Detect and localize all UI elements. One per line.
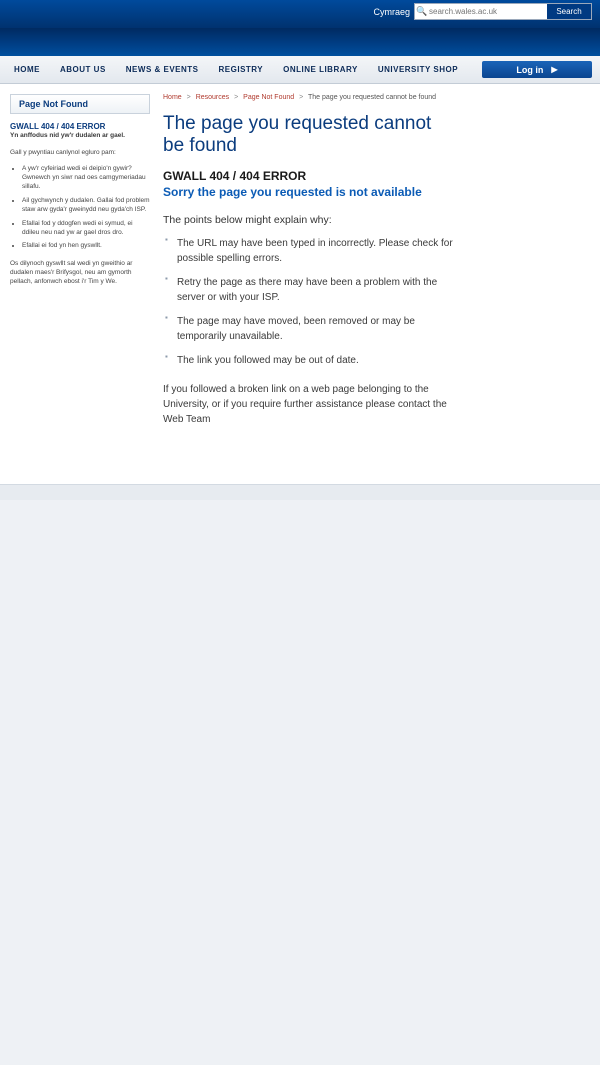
- breadcrumb-current: The page you requested cannot be found: [308, 94, 437, 101]
- main-navigation: [0, 56, 600, 84]
- reasons-lead: The points below might explain why:: [163, 214, 332, 227]
- language-toggle-link[interactable]: Cymraeg: [373, 7, 410, 17]
- sidebar-welsh-footer: Os dilynoch gyswllt sal wedi yn gweithio ar dudalen maes'r Brifysgol, neu am gymorth pellach, anfonwch ebost i'r Tim y We.: [10, 259, 133, 286]
- list-item: ▪ Retry the page as there may have been a problem with the server or with your ISP.: [177, 275, 467, 305]
- breadcrumb-item-page-not-found[interactable]: Page Not Found: [243, 94, 295, 101]
- search-icon: 🔍: [416, 6, 428, 16]
- list-item: ▪ The URL may have been typed in incorrectly. Please check for possible spelling errors.: [177, 236, 467, 266]
- breadcrumb-separator: >: [186, 94, 191, 101]
- breadcrumb: [163, 94, 586, 101]
- sidebar-welsh-intro: Gall y pwyntiau canlynol egluro pam:: [10, 149, 116, 157]
- list-item: ▪ The link you followed may be out of date.: [177, 353, 467, 368]
- search-input[interactable]: [429, 5, 547, 19]
- site-banner: [0, 28, 600, 56]
- nav-item-university-shop[interactable]: UNIVERSITY SHOP: [377, 65, 459, 74]
- nav-item-home[interactable]: HOME: [14, 65, 40, 74]
- error-subtitle: Sorry the page you requested is not available: [163, 184, 422, 199]
- sidebar-heading: Page Not Found: [10, 94, 150, 114]
- nav-item-registry[interactable]: REGISTRY: [218, 65, 264, 74]
- sidebar: [10, 94, 150, 286]
- search-button[interactable]: Search: [547, 4, 591, 19]
- nav-item-news-events[interactable]: NEWS & EVENTS: [125, 65, 199, 74]
- list-item: ▪ The page may have moved, been removed or may be temporarily unavailable.: [177, 314, 467, 344]
- error-code: GWALL 404 / 404 ERROR: [163, 168, 307, 183]
- page-background: [0, 500, 600, 1065]
- login-button[interactable]: [482, 61, 592, 78]
- breadcrumb-item-home[interactable]: Home: [163, 94, 182, 101]
- page-title: The page you requested cannot be found: [163, 113, 432, 156]
- nav-item-online-library[interactable]: ONLINE LIBRARY: [283, 65, 358, 74]
- reasons-list: [163, 236, 586, 368]
- footer-strip: [0, 484, 600, 500]
- web-team-note: If you followed a broken link on a web page belonging to the University, or if you require further assistance please contact the Web Team: [163, 384, 447, 426]
- nav-item-about-us[interactable]: ABOUT US: [60, 65, 106, 74]
- search-box[interactable]: [414, 3, 592, 20]
- login-button-label: Log in: [516, 64, 544, 75]
- list-item: • Efallai ei fod yn hen gyswllt.: [22, 241, 150, 250]
- chevron-right-icon: ▶: [551, 65, 558, 74]
- list-item: • A yw'r cyfeiriad wedi ei deipio'n gywir? Gwnewch yn siwr nad oes camgymeriadau sillafu.: [22, 164, 150, 192]
- sidebar-welsh-subtitle: Yn anffodus nid yw'r dudalen ar gael.: [10, 132, 125, 139]
- sidebar-welsh-points: [10, 164, 150, 251]
- main-column: [163, 94, 586, 427]
- breadcrumb-separator: >: [299, 94, 304, 101]
- breadcrumb-separator: >: [234, 94, 239, 101]
- list-item: • Ail gychwynch y dudalen. Gallai fod problem staw arw gyda'r gweinydd neu gyda'ch ISP.: [22, 196, 150, 215]
- breadcrumb-item-resources[interactable]: Resources: [195, 94, 230, 101]
- sidebar-welsh-title: GWALL 404 / 404 ERROR: [10, 122, 106, 131]
- list-item: • Efallai fod y ddogfen wedi ei symud, ei ddileu neu nad yw ar gael dros dro.: [22, 219, 150, 238]
- page-content: [0, 84, 600, 484]
- top-utility-bar: [0, 0, 600, 28]
